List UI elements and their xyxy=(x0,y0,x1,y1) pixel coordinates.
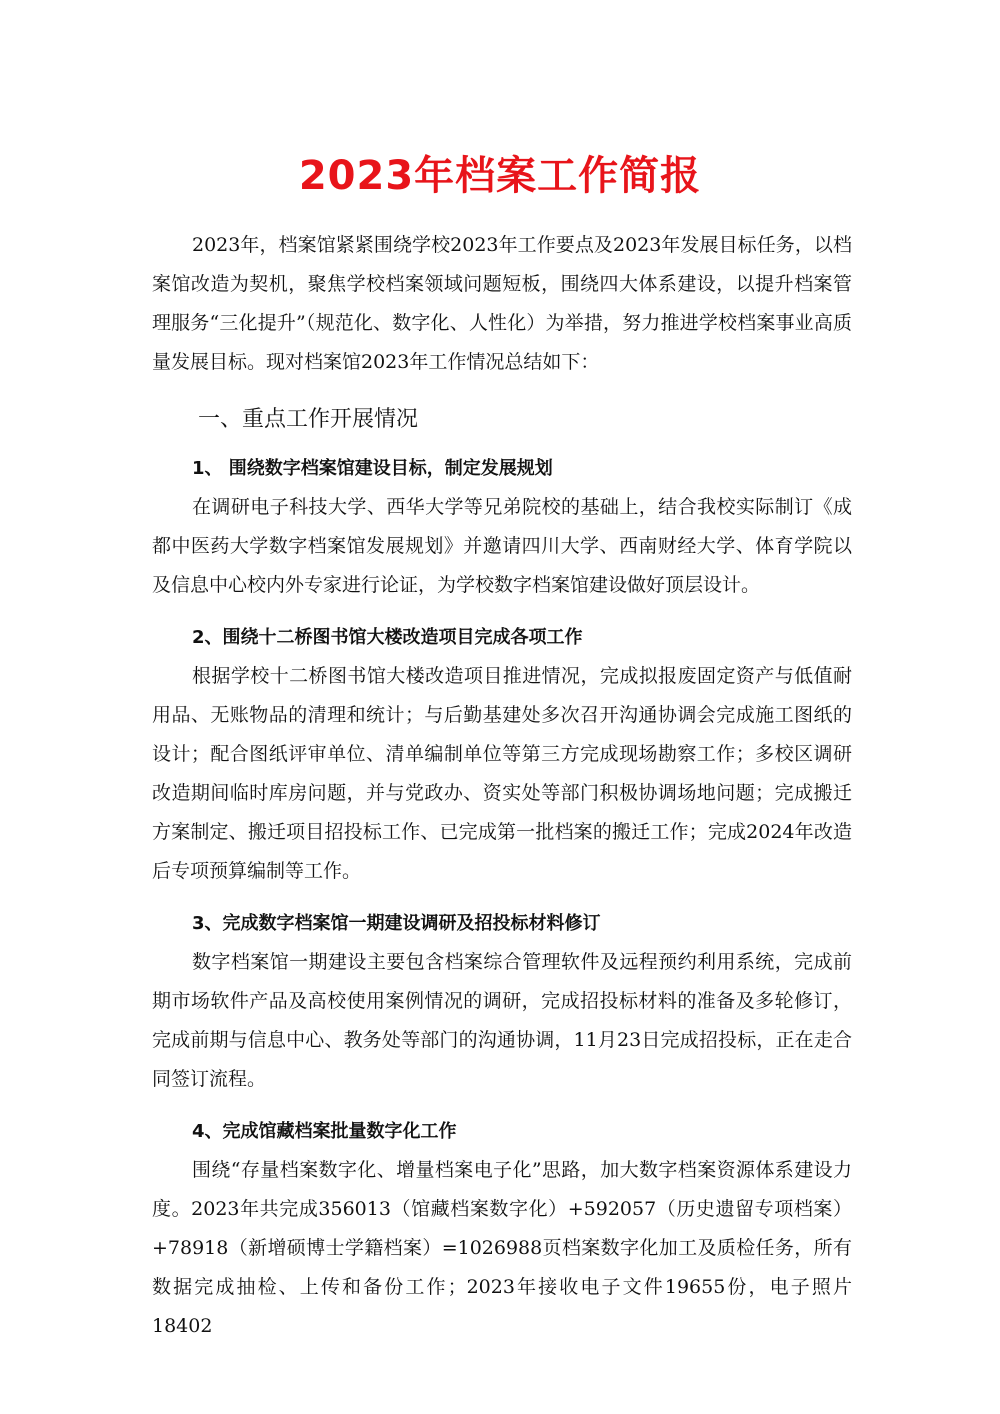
subsection-heading-2: 2、围绕十二桥图书馆大楼改造项目完成各项工作 xyxy=(192,627,583,648)
document-body xyxy=(152,226,852,1346)
section-heading-key-work: 一、重点工作开展情况 xyxy=(198,407,419,432)
intro-paragraph: 2023年，档案馆紧紧围绕学校2023年工作要点及2023年发展目标任务，以档案馆改造为契机，聚焦学校档案领域问题短板，围绕四大体系建设，以提升档案管理服务“三化提升”（规范化、数字化、人性化）为举措，努力推进学校档案事业高质量发展目标。现对档案馆2023年工作情况总结如下： xyxy=(152,234,852,373)
subsection-body-2: 根据学校十二桥图书馆大楼改造项目推进情况，完成拟报废固定资产与低值耐用品、无账物品的清理和统计；与后勤基建处多次召开沟通协调会完成施工图纸的设计；配合图纸评审单位、清单编制单位等第三方完成现场勘察工作；多校区调研改造期间临时库房问题，并与党政办、资实处等部门积极协调场地问题；完成搬迁方案制定、搬迁项目招投标工作、已完成第一批档案的搬迁工作；完成2024年改造后专项预算编制等工作。 xyxy=(152,665,852,882)
document-title: 2023年档案工作简报 xyxy=(298,153,702,199)
subsection-body-1: 在调研电子科技大学、西华大学等兄弟院校的基础上，结合我校实际制订《成都中医药大学数字档案馆发展规划》并邀请四川大学、西南财经大学、体育学院以及信息中心校内外专家进行论证，为学校数字档案馆建设做好顶层设计。 xyxy=(152,496,852,596)
subsection-body-4: 围绕“存量档案数字化、增量档案电子化”思路，加大数字档案资源体系建设力度。2023年共完成356013（馆藏档案数字化）+592057（历史遗留专项档案）+78918（新增硕博士学籍档案）=1026988页档案数字化加工及质检任务，所有数据完成抽检、上传和备份工作；2023年接收电子文件19655份，电子照片18402 xyxy=(152,1159,852,1337)
subsection-heading-1: 1、 围绕数字档案馆建设目标，制定发展规划 xyxy=(192,458,553,479)
subsection-body-3: 数字档案馆一期建设主要包含档案综合管理软件及远程预约利用系统，完成前期市场软件产品及高校使用案例情况的调研，完成招投标材料的准备及多轮修订，完成前期与信息中心、教务处等部门的沟通协调，11月23日完成招投标，正在走合同签订流程。 xyxy=(152,951,852,1090)
subsection-heading-4: 4、完成馆藏档案批量数字化工作 xyxy=(192,1121,457,1142)
subsection-heading-3: 3、完成数字档案馆一期建设调研及招投标材料修订 xyxy=(192,913,601,934)
